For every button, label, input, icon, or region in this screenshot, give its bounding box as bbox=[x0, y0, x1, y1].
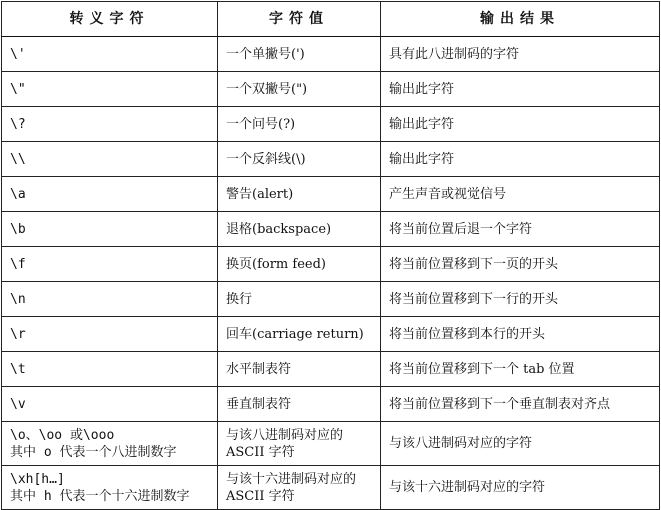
output-result-cell: 输出此字符 bbox=[381, 142, 660, 177]
char-value-cell bbox=[218, 107, 381, 142]
table-header-row bbox=[2, 2, 660, 37]
output-result-cell: 将当前位置移到本行的开头 bbox=[381, 317, 660, 352]
char-value: 一个双撇号(") bbox=[226, 81, 308, 97]
header-char-value: 字符值 bbox=[218, 2, 381, 37]
table-row bbox=[2, 352, 660, 387]
table-row bbox=[2, 72, 660, 107]
escape-sequence: \f bbox=[10, 256, 26, 272]
table-row bbox=[2, 422, 660, 466]
escape-sequence: \' bbox=[10, 46, 26, 62]
output-result-cell: 输出此字符 bbox=[381, 72, 660, 107]
char-value-cell bbox=[218, 72, 381, 107]
escape-sequence: \o、\oo 或\ooo bbox=[10, 427, 115, 443]
escape-sequence: \a bbox=[10, 186, 26, 202]
table-row bbox=[2, 177, 660, 212]
escape-sequence: \v bbox=[10, 396, 26, 412]
char-value: 水平制表符 bbox=[226, 361, 292, 377]
header-output-result: 输出结果 bbox=[381, 2, 660, 37]
table-row bbox=[2, 107, 660, 142]
escape-sequence-cell bbox=[2, 72, 218, 107]
char-value-cell bbox=[218, 422, 381, 466]
char-value-cell bbox=[218, 352, 381, 387]
char-value-cell bbox=[218, 317, 381, 352]
escape-sequence: \b bbox=[10, 221, 26, 237]
escape-sequence: \xh[h…] bbox=[10, 471, 65, 487]
escape-sequence-note: 其中 o 代表一个八进制数字 bbox=[10, 444, 177, 460]
escape-sequence: \n bbox=[10, 291, 26, 307]
output-result-cell: 与该十六进制码对应的字符 bbox=[381, 466, 660, 510]
output-result-cell: 将当前位置移到下一页的开头 bbox=[381, 247, 660, 282]
output-result-cell: 将当前位置移到下一个垂直制表对齐点 bbox=[381, 387, 660, 422]
char-value: 换行 bbox=[226, 291, 253, 307]
escape-sequence-cell bbox=[2, 387, 218, 422]
escape-sequence: \r bbox=[10, 326, 26, 342]
char-value: 一个单撇号(') bbox=[226, 46, 305, 62]
escape-sequence-note: 其中 h 代表一个十六进制数字 bbox=[10, 488, 190, 504]
escape-sequence: \\ bbox=[10, 151, 26, 167]
char-value-cell bbox=[218, 247, 381, 282]
char-value: 一个问号(?) bbox=[226, 116, 296, 132]
escape-sequence: \t bbox=[10, 361, 26, 377]
char-value-cont: ASCII 字符 bbox=[226, 488, 295, 504]
char-value: 换页(form feed) bbox=[226, 256, 326, 272]
output-result-cell: 将当前位置移到下一个 tab 位置 bbox=[381, 352, 660, 387]
escape-sequence-cell bbox=[2, 177, 218, 212]
char-value: 与该八进制码对应的 bbox=[226, 427, 344, 443]
table-row bbox=[2, 387, 660, 422]
escape-sequence-cell bbox=[2, 212, 218, 247]
char-value: 垂直制表符 bbox=[226, 396, 292, 412]
table-row bbox=[2, 247, 660, 282]
escape-sequence-cell bbox=[2, 107, 218, 142]
char-value-cell bbox=[218, 142, 381, 177]
char-value: 警告(alert) bbox=[226, 186, 294, 202]
char-value: 退格(backspace) bbox=[226, 221, 332, 237]
output-result-cell: 将当前位置移到下一行的开头 bbox=[381, 282, 660, 317]
output-result-cell: 与该八进制码对应的字符 bbox=[381, 422, 660, 466]
char-value-cell bbox=[218, 177, 381, 212]
header-escape-char: 转义字符 bbox=[2, 2, 218, 37]
escape-sequence-cell bbox=[2, 352, 218, 387]
char-value-cell bbox=[218, 282, 381, 317]
char-value: 回车(carriage return) bbox=[226, 326, 364, 342]
char-value-cont: ASCII 字符 bbox=[226, 444, 295, 460]
escape-sequence: \? bbox=[10, 116, 26, 132]
char-value: 一个反斜线(\) bbox=[226, 151, 306, 167]
char-value-cell bbox=[218, 37, 381, 72]
char-value-cell bbox=[218, 212, 381, 247]
output-result-cell: 产生声音或视觉信号 bbox=[381, 177, 660, 212]
escape-sequence-cell bbox=[2, 422, 218, 466]
escape-sequence-cell bbox=[2, 142, 218, 177]
table-row bbox=[2, 212, 660, 247]
table-row bbox=[2, 317, 660, 352]
output-result-cell: 将当前位置后退一个字符 bbox=[381, 212, 660, 247]
escape-sequence-cell bbox=[2, 247, 218, 282]
output-result-cell: 具有此八进制码的字符 bbox=[381, 37, 660, 72]
table-row bbox=[2, 37, 660, 72]
char-value: 与该十六进制码对应的 bbox=[226, 471, 357, 487]
table-row bbox=[2, 142, 660, 177]
escape-sequence-cell bbox=[2, 37, 218, 72]
escape-sequence-cell bbox=[2, 282, 218, 317]
table-row bbox=[2, 282, 660, 317]
escape-sequence-cell bbox=[2, 317, 218, 352]
char-value-cell bbox=[218, 387, 381, 422]
escape-sequence: \" bbox=[10, 81, 26, 97]
escape-character-table bbox=[1, 1, 660, 510]
output-result-cell: 输出此字符 bbox=[381, 107, 660, 142]
